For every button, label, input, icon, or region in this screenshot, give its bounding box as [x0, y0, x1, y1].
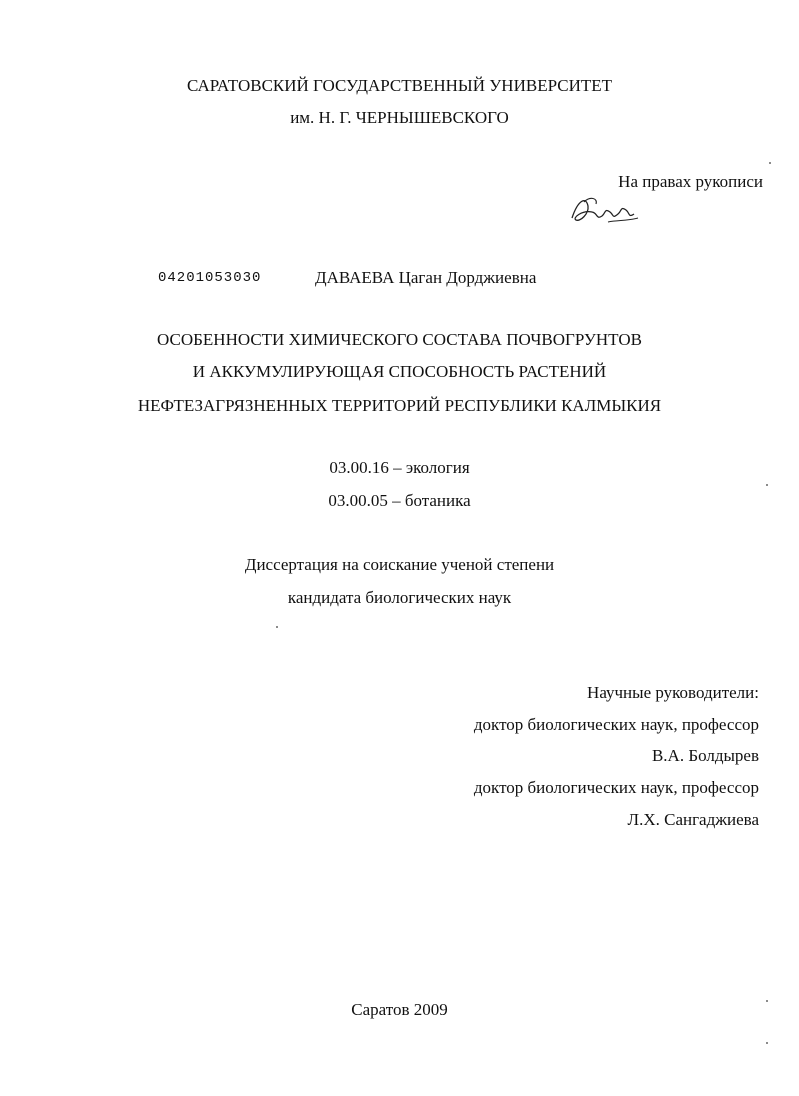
supervisor1-name: В.А. Болдырев: [651, 746, 759, 765]
specialty-ecology: 03.00.16 – экология: [329, 458, 470, 477]
thesis-title-line2: И АККУМУЛИРУЮЩАЯ СПОСОБНОСТЬ РАСТЕНИЙ: [192, 362, 607, 381]
supervisor2-name: Л.Х. Сангаджиева: [627, 810, 759, 829]
scan-speck: [276, 626, 278, 628]
scan-speck: [766, 484, 768, 486]
scan-speck: [769, 162, 771, 164]
city-year: Саратов 2009: [351, 1000, 448, 1019]
supervisor2-title: доктор биологических наук, профессор: [473, 778, 759, 797]
thesis-title-line3: НЕФТЕЗАГРЯЗНЕННЫХ ТЕРРИТОРИЙ РЕСПУБЛИКИ КАЛМЫКИЯ: [137, 396, 662, 415]
supervisors-heading: Научные руководители:: [587, 683, 759, 702]
university-name-line1: САРАТОВСКИЙ ГОСУДАРСТВЕННЫЙ УНИВЕРСИТЕТ: [186, 76, 613, 95]
signature: [568, 192, 640, 228]
specialty-botany: 03.00.05 – ботаника: [328, 491, 471, 510]
thesis-title-line1: ОСОБЕННОСТИ ХИМИЧЕСКОГО СОСТАВА ПОЧВОГРУНТОВ: [157, 330, 642, 349]
degree-line2: кандидата биологических наук: [287, 588, 512, 607]
author-name: ДАВАЕВА Цаган Дорджиевна: [315, 268, 537, 287]
scan-speck: [766, 1042, 768, 1044]
university-name-line2: им. Н. Г. ЧЕРНЫШЕВСКОГО: [290, 108, 509, 127]
scan-speck: [766, 1000, 768, 1002]
supervisor1-title: доктор биологических наук, профессор: [473, 715, 759, 734]
degree-line1: Диссертация на соискание ученой степени: [244, 555, 555, 574]
manuscript-note: На правах рукописи: [618, 172, 763, 191]
catalog-number: 04201053030: [158, 270, 262, 286]
